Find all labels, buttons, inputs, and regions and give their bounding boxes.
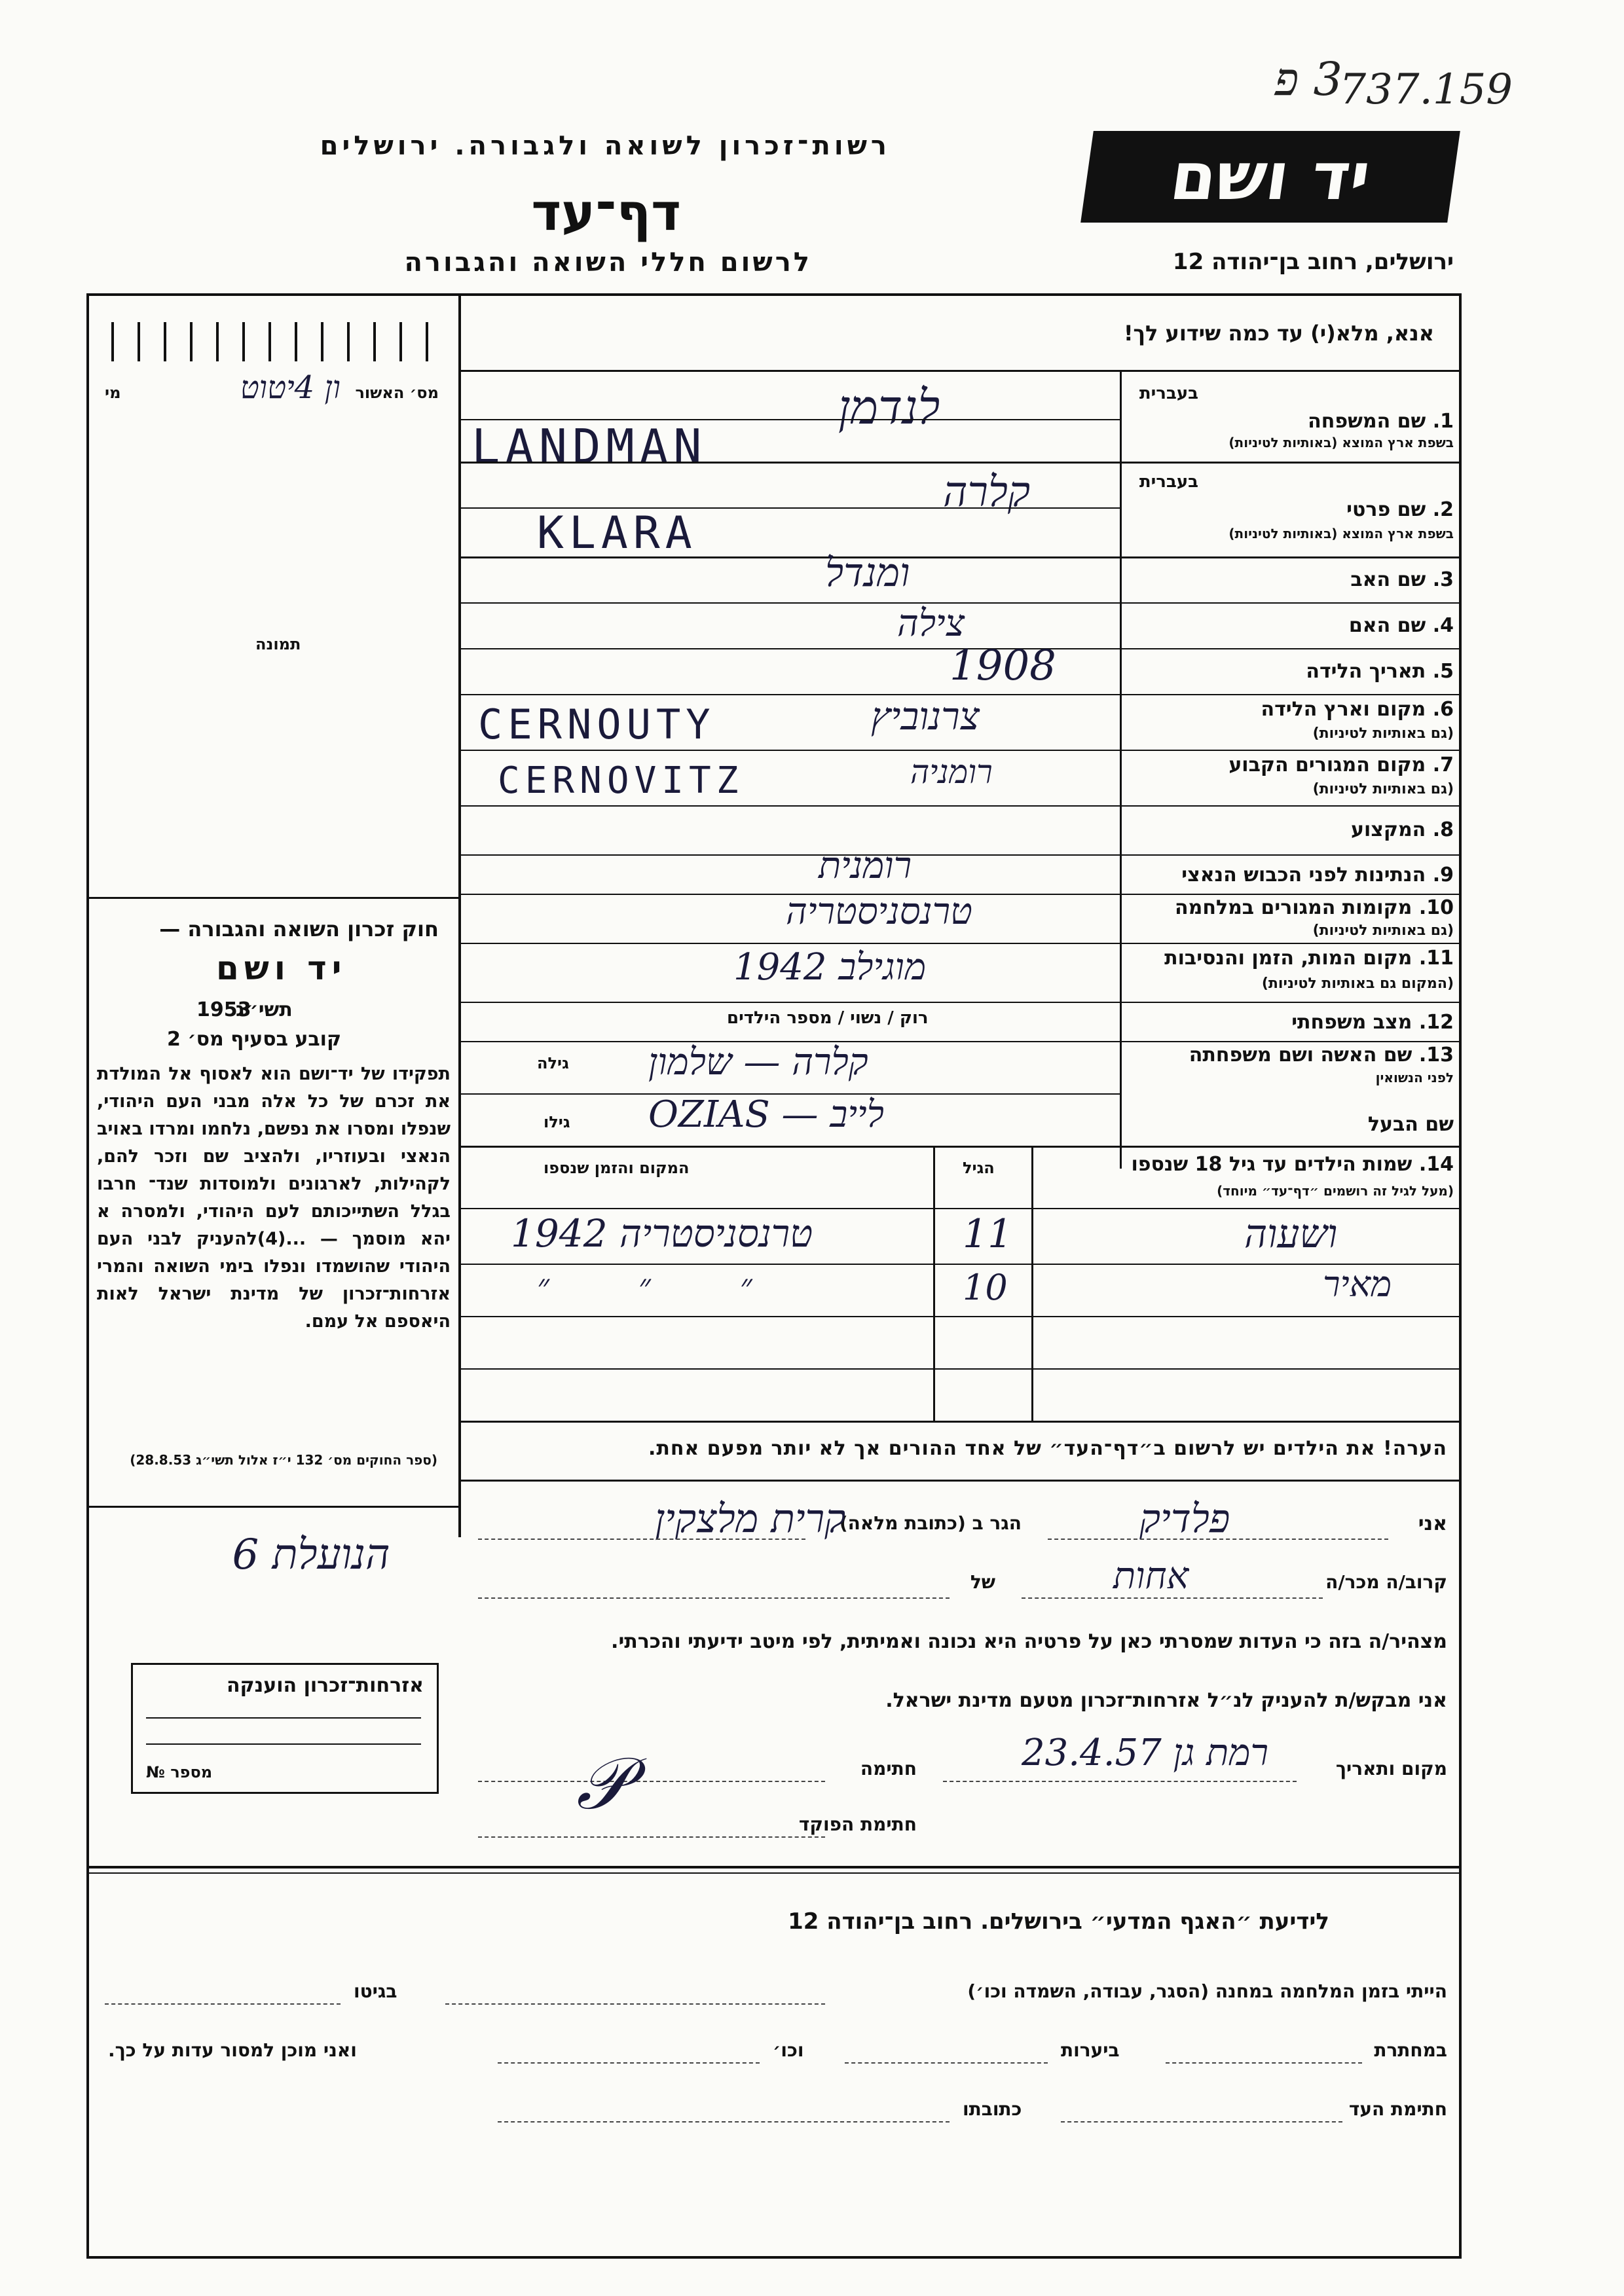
- field-1-label: [1308, 410, 1454, 433]
- field-5-value[interactable]: 1908: [950, 642, 1056, 690]
- field-row-1: [1123, 380, 1460, 455]
- field-13-num: 13.: [1418, 1044, 1454, 1066]
- field-4-label: [1349, 614, 1454, 637]
- children-num: 14.: [1418, 1153, 1454, 1176]
- field-9-label: [1181, 864, 1454, 886]
- footer-witness-sig-label: חתימת העד: [1348, 2098, 1447, 2120]
- field-1-num: 1.: [1432, 410, 1454, 433]
- field-10-label: [1175, 896, 1454, 919]
- field-7-num: 7.: [1432, 754, 1454, 776]
- underground-line: [1166, 2062, 1362, 2064]
- field-13-label: [1189, 1044, 1454, 1066]
- field-4-num: 4.: [1432, 614, 1454, 637]
- footer-camp-line: הייתי בזמן המלחמה במחנה (הסגר, עבודה, השמדה וכו׳): [967, 1980, 1447, 2002]
- field-5-num: 5.: [1432, 660, 1454, 683]
- field-5-label-text: תאריך הלידה: [1306, 660, 1426, 683]
- place-date-value[interactable]: רמת גן 23.4.57: [1022, 1732, 1268, 1774]
- photo-bottom-rule: [86, 897, 458, 899]
- field-11-num: 11.: [1418, 947, 1454, 970]
- field-13-label-text: שם האשה ושם משפחתה: [1189, 1044, 1412, 1066]
- field-7-note: (גם באותיות לטיניות): [1312, 781, 1454, 797]
- footer-notice: לידיעת ״האגף המדעי״ בירושלים. רחוב בן־יהודה 12: [788, 1908, 1329, 1935]
- permit-value: ון 4יטוט: [240, 369, 341, 406]
- children-col-place: המקום והזמן שנספו: [544, 1159, 690, 1177]
- field-7-heb-value[interactable]: רומניה: [910, 753, 993, 791]
- field-row-8: [1123, 805, 1460, 854]
- field-12-num: 12.: [1418, 1011, 1454, 1034]
- child-1-name[interactable]: ושעוה: [1244, 1211, 1338, 1257]
- child-1-age[interactable]: 11: [963, 1211, 1013, 1257]
- declaration-residing-label: הגר ב (כתובת מלאה): [839, 1512, 1022, 1534]
- field-13-value[interactable]: קלרה — שלמון: [648, 1041, 868, 1084]
- child-1-place[interactable]: טרנסניסטריה 1942: [511, 1211, 813, 1256]
- yad-vashem-logo: [1080, 131, 1460, 223]
- residing-line: [478, 1539, 805, 1540]
- declaration-request: אני מבקש/ת להעניק לנ״ל אזרחות־זכרון מטעם מדינת ישראל.: [885, 1689, 1447, 1712]
- field-12-label: [1291, 1011, 1454, 1034]
- photo-label: תמונה: [255, 635, 301, 653]
- official-signature-line: [478, 1836, 825, 1838]
- official-signature-label: חתימת הפוקד: [798, 1813, 917, 1835]
- handwritten-note: הנועלת 6: [232, 1531, 390, 1579]
- place-date-line: [943, 1781, 1297, 1782]
- children-col-divider-1: [933, 1146, 935, 1421]
- law-reference: (ספר החוקים מס׳ 132 י״ז אלול תשי״ג 28.8.53): [130, 1452, 437, 1468]
- field-row-10: [1123, 894, 1460, 943]
- footer-ghetto-label: בגיטו: [354, 1980, 397, 2002]
- field-7-label-text: מקום המגורים הקבוע: [1228, 754, 1426, 776]
- field-3-num: 3.: [1432, 568, 1454, 591]
- left-panel-divider: [458, 293, 461, 1537]
- header-address: ירושלים, רחוב בן־יהודה 12: [1172, 249, 1454, 275]
- field-row-husband: [1123, 1093, 1460, 1146]
- field-9-value[interactable]: רומנית: [819, 845, 912, 887]
- field-8-num: 8.: [1432, 818, 1454, 841]
- field-row-2: [1123, 468, 1460, 547]
- ani-line: [1048, 1539, 1388, 1540]
- of-line: [478, 1597, 950, 1599]
- left-panel-bottom-rule: [86, 1506, 458, 1508]
- children-title-text: שמות הילדים עד גיל 18 שנספו: [1131, 1153, 1412, 1176]
- field-1-lang-hint: בעברית: [1139, 384, 1198, 403]
- field-1-note: בשפת ארץ המוצא (באותיות לטיניות): [1228, 435, 1454, 450]
- instruction-text: אנא, מלא(י) עד כמה שידוע לך!: [1123, 321, 1434, 346]
- child-2-age[interactable]: 10: [963, 1267, 1008, 1308]
- children-bottom-rule: [458, 1421, 1462, 1423]
- field-6-latin-value[interactable]: CERNOUTY: [478, 701, 716, 748]
- law-clause: קובע בסעיף מס׳ 2: [167, 1028, 342, 1051]
- children-col-age: הגיל: [963, 1159, 995, 1177]
- witness-sig-line: [1061, 2121, 1342, 2123]
- field-6-label: [1261, 698, 1454, 721]
- logo-text: יד ושם: [1166, 138, 1375, 215]
- field-10-label-text: מקומות המגורים במלחמה: [1175, 896, 1412, 919]
- field-3-value[interactable]: ומנדל: [825, 550, 910, 596]
- field-2-num: 2.: [1432, 498, 1454, 521]
- ghetto-line: [105, 2003, 341, 2005]
- citizenship-box-rule: [146, 1717, 421, 1719]
- declaration-statement: מצהיר/ה בזה כי העדות שמסרתי כאן על פרטיה היא נכונה ואמיתית, לפי מיטב ידיעתי והכרתי.: [611, 1630, 1447, 1653]
- field-row-7: [1123, 750, 1460, 805]
- field-1-rule: [458, 462, 1462, 464]
- husband-label: שם הבעל: [1367, 1113, 1454, 1136]
- field-row-5: [1123, 648, 1460, 694]
- child-2-place[interactable]: ״ ״ ״: [537, 1267, 792, 1305]
- field-row-11: [1123, 943, 1460, 1002]
- place-date-label: מקום ותאריך: [1335, 1758, 1447, 1779]
- field-row-4: [1123, 602, 1460, 648]
- field-8-label-text: המקצוע: [1350, 818, 1426, 841]
- children-row-3-rule: [458, 1368, 1462, 1370]
- footer-ready-text: ואני מוכן למסור עדות על כך.: [108, 2039, 357, 2061]
- citizenship-box-rule-2: [146, 1743, 421, 1745]
- field-4-value[interactable]: צילה: [897, 602, 965, 645]
- field-1-latin-value[interactable]: LANDMAN: [471, 419, 707, 474]
- law-year-heb: תשי״ג: [236, 998, 293, 1021]
- citizenship-box-title: אזרחות־זכרון הוענקה: [226, 1674, 424, 1697]
- field-row-3: [1123, 556, 1460, 602]
- address-line: [498, 2121, 950, 2123]
- footer-etc-label: וכו׳: [773, 2039, 804, 2061]
- permit-row: [98, 369, 445, 412]
- field-row-6: [1123, 694, 1460, 750]
- note-rule: [458, 1480, 1462, 1482]
- camp-line-rule: [445, 2003, 825, 2005]
- relative-line: [1022, 1597, 1323, 1599]
- field-3-label: [1350, 568, 1454, 591]
- child-2-name[interactable]: מאיר: [1323, 1264, 1392, 1305]
- partisans-line: [845, 2062, 1048, 2064]
- signature-label: חתימה: [860, 1758, 917, 1779]
- field-11-label: [1164, 947, 1454, 970]
- law-text: תפקידו של יד־ושם הוא לאסוף אל המולדת את זכרם של כל אלה מבני העם היהודי, שנפלו ומסרו את נפשם, נלחמו ומרדו באויב הנאצי ובעוזריו, ולהציב שם וזכר להם, לקהילות, לארגונים ולמוסדות שנד־ חרבו בגלל השתייכותם לעם היהודי, ולמסרה א יהא מוסמך — ...(4)להעניק לבני העם היהודי שהושמדו ונפלו בימי השואה והמרי אזרחות־זכרון של מדינת ישראל לאות היאספם אל עמם.: [97, 1064, 451, 1332]
- archive-number: 737.159: [1339, 65, 1513, 114]
- field-10-num: 10.: [1418, 896, 1454, 919]
- etc-line: [498, 2062, 760, 2064]
- field-1-label-text: שם המשפחה: [1308, 410, 1426, 433]
- field-11-label-text: מקום המות, הזמן והנסיבות: [1164, 947, 1412, 970]
- declaration-ani-value[interactable]: פלדיק: [1139, 1496, 1230, 1542]
- form-title: דף־עד: [531, 183, 681, 242]
- archive-mark: 3 פ: [1274, 52, 1342, 106]
- children-row-1-rule: [458, 1264, 1462, 1265]
- declaration-relative-value[interactable]: אחות: [1113, 1555, 1189, 1597]
- field-6-label-text: מקום וארץ הלידה: [1261, 698, 1426, 721]
- field-8-label: [1351, 818, 1454, 841]
- field-11-note: (המקום גם באותיות לטיניות): [1261, 975, 1454, 992]
- field-13-age-label: גילה: [537, 1054, 569, 1072]
- field-row-9: [1123, 854, 1460, 894]
- declaration-residing-value[interactable]: קרית מלצקין: [655, 1496, 846, 1542]
- citizenship-box: [131, 1663, 439, 1794]
- field-row-12: [1123, 1002, 1460, 1041]
- law-name: יד ושם: [216, 949, 347, 987]
- children-row-2-rule: [458, 1316, 1462, 1317]
- field-2-heb-value[interactable]: קלרה: [943, 468, 1031, 517]
- signature-mark: 𝒫: [576, 1741, 629, 1825]
- label-column-divider: [1120, 370, 1122, 1169]
- field-13-note: לפני הנשואין: [1375, 1070, 1454, 1085]
- field-6-note: (גם באותיות לטיניות): [1312, 725, 1454, 742]
- field-7-latin-value[interactable]: CERNOVITZ: [498, 759, 744, 802]
- field-7-label: [1228, 754, 1454, 776]
- field-6-heb-value[interactable]: צרנוביץ: [871, 694, 980, 738]
- citizenship-box-number: מספר №: [146, 1763, 213, 1781]
- field-4-label-text: שם האם: [1348, 614, 1426, 637]
- field-3-label-text: שם האב: [1350, 568, 1426, 591]
- field-1-heb-value[interactable]: לנדמן: [838, 380, 940, 435]
- children-header: [1035, 1149, 1460, 1208]
- field-12-options[interactable]: רוק / נשוי / מספר הילדים: [727, 1008, 929, 1028]
- instruction-rule: [458, 370, 1462, 372]
- form-subtitle: לרשום חללי השואה והגבורה: [404, 247, 812, 278]
- field-2-lang-hint: בעברית: [1139, 472, 1198, 492]
- field-row-13: [1123, 1041, 1460, 1093]
- field-husband-rule: [458, 1146, 1462, 1148]
- declaration-ani: אני: [1418, 1512, 1447, 1535]
- children-header-rule: [458, 1208, 1462, 1209]
- permit-no: מי: [105, 384, 121, 402]
- field-10-value[interactable]: טרנסניסטריה: [786, 890, 972, 933]
- signature-line: [478, 1781, 825, 1782]
- husband-value[interactable]: לייב — OZIAS: [648, 1093, 884, 1136]
- declaration-bottom-rule: [86, 1866, 1462, 1868]
- footer-partisans-label: ביערות: [1061, 2039, 1120, 2061]
- field-2-note: בשפת ארץ המוצא (באותיות לטיניות): [1228, 526, 1454, 541]
- permit-label: מס׳ האשור: [355, 384, 439, 402]
- field-5-label: [1306, 660, 1454, 683]
- footer-underground-label: במחתרת: [1374, 2039, 1447, 2061]
- footer-address-label: כתובתו: [963, 2098, 1022, 2120]
- note-text: הערה! את הילדים יש לרשום ב״דף־העד״ של אחד ההורים אך לא יותר מפעם אחת.: [648, 1437, 1447, 1460]
- field-11-value[interactable]: מוגילב 1942: [733, 946, 927, 989]
- field-12-label-text: מצב משפחתי: [1291, 1011, 1412, 1034]
- children-title: [1131, 1153, 1454, 1176]
- field-9-label-text: הנתינות לפני הכבוש הנאצי: [1181, 864, 1426, 886]
- permit-ticks: [111, 322, 439, 361]
- husband-age-label: גילו: [544, 1113, 570, 1131]
- field-10-note: (גם באותיות לטיניות): [1312, 922, 1454, 939]
- field-2-label-text: שם פרטי: [1346, 498, 1426, 521]
- children-col-divider-2: [1031, 1146, 1033, 1421]
- field-2-label: [1346, 498, 1454, 521]
- declaration-bottom-rule-2: [86, 1872, 1462, 1874]
- org-title: רשות־זכרון לשואה ולגבורה. ירושלים: [320, 131, 891, 161]
- declaration-relative-label: קרוב/ה מכר/ה: [1325, 1571, 1447, 1593]
- children-subtitle: (מעל לגיל זה רושמים ״דף־עד״ מיוחד): [1217, 1183, 1454, 1199]
- law-title: חוק זכרון השואה והגבורה —: [159, 917, 439, 941]
- field-6-num: 6.: [1432, 698, 1454, 721]
- declaration-of-label: של: [970, 1571, 995, 1593]
- field-2-latin-value[interactable]: KLARA: [537, 507, 697, 559]
- law-year: 1953: [196, 998, 251, 1021]
- field-9-num: 9.: [1432, 864, 1454, 886]
